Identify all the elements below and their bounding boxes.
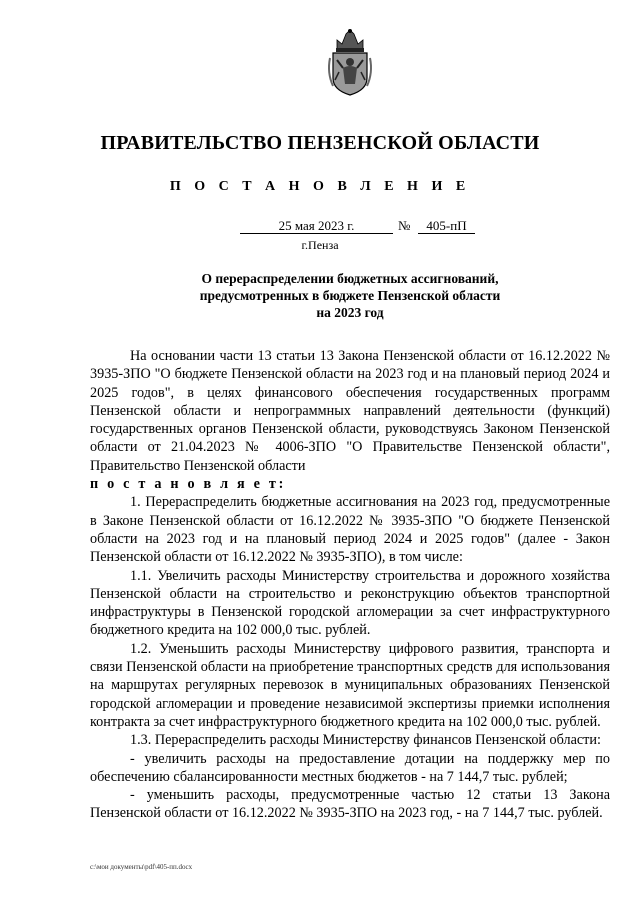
paragraph-1-3-item-a: - увеличить расходы на предоставление дотации на поддержку мер по обеспечению сбалансированности местных бюджетов - на 7 144,7 тыс. рублей; (90, 750, 610, 785)
number-sign: № (398, 218, 411, 233)
city: г.Пенза (301, 238, 339, 252)
document-subject (140, 270, 560, 321)
paragraph-1-1: 1.1. Увеличить расходы Министерству строительства и дорожного хозяйства Пензенской области на строительство и реконструкцию объектов транспортной инфраструктуры в Пензенской городской агломерации за счет инфраструктурного бюджетного кредита на 102 000,0 тыс. рублей. (90, 567, 610, 639)
paragraph-1-2: 1.2. Уменьшить расходы Министерству цифрового развития, транспорта и связи Пензенской области на приобретение транспортных средств для использования на маршрутах регулярных перевозок в муниципальных образованиях Пензенской городской агломерации и проведение независимой экспертизы приемки исполнения контракта за счет инфраструктурного бюджетного кредита на 102 000,0 тыс. рублей. (90, 640, 610, 730)
document-type: П О С Т А Н О В Л Е Н И Е (169, 179, 471, 194)
paragraph-1: 1. Перераспределить бюджетные ассигнования на 2023 год, предусмотренные в Законе Пензенской области от 16.12.2022 № 3935-ЗПО "О бюджете Пензенской области на 2023 год и на плановый период 2024 и 2025 годов" (далее - Закон Пензенской области от 16.12.2022 № 3935-ЗПО), в том числе: (90, 494, 610, 566)
subject-line-3: на 2023 год (316, 305, 384, 320)
paragraph-1-3: 1.3. Перераспределить расходы Министерству финансов Пензенской области: (130, 732, 601, 749)
subject-line-2: предусмотренных в бюджете Пензенской области (199, 288, 501, 303)
coat-of-arms-emblem (325, 28, 375, 98)
document-body (90, 347, 610, 823)
document-date: 25 мая 2023 г. (240, 218, 393, 234)
document-number: 405-пП (418, 218, 475, 234)
government-title: ПРАВИТЕЛЬСТВО ПЕНЗЕНСКОЙ ОБЛАСТИ (100, 132, 540, 154)
paragraph-1-3-item-b: - уменьшить расходы, предусмотренные частью 12 статьи 13 Закона Пензенской области от 16.12.2022 № 3935-ЗПО на 2023 год, - на 7 144,7 тыс. рублей. (90, 787, 610, 822)
subject-line-1: О перераспределении бюджетных ассигнований, (201, 271, 499, 286)
intro-paragraph: На основании части 13 статьи 13 Закона Пензенской области от 16.12.2022 № 3935-ЗПО "О бюджете Пензенской области на 2023 год и на плановый период 2024 и 2025 годов", в целях финансового обеспечения государственных программ Пензенской области и непрограммных направлений деятельности (функций) государственных органов Пензенской области, руководствуясь Законом Пензенской области от 21.04.2023 № 4006-ЗПО "О Правительстве Пензенской области", Правительство Пензенской области (90, 348, 610, 474)
file-path-footer: c:\мои документы\pdf\405-пп.docx (90, 863, 193, 871)
decree-word: п о с т а н о в л я е т: (90, 476, 286, 493)
